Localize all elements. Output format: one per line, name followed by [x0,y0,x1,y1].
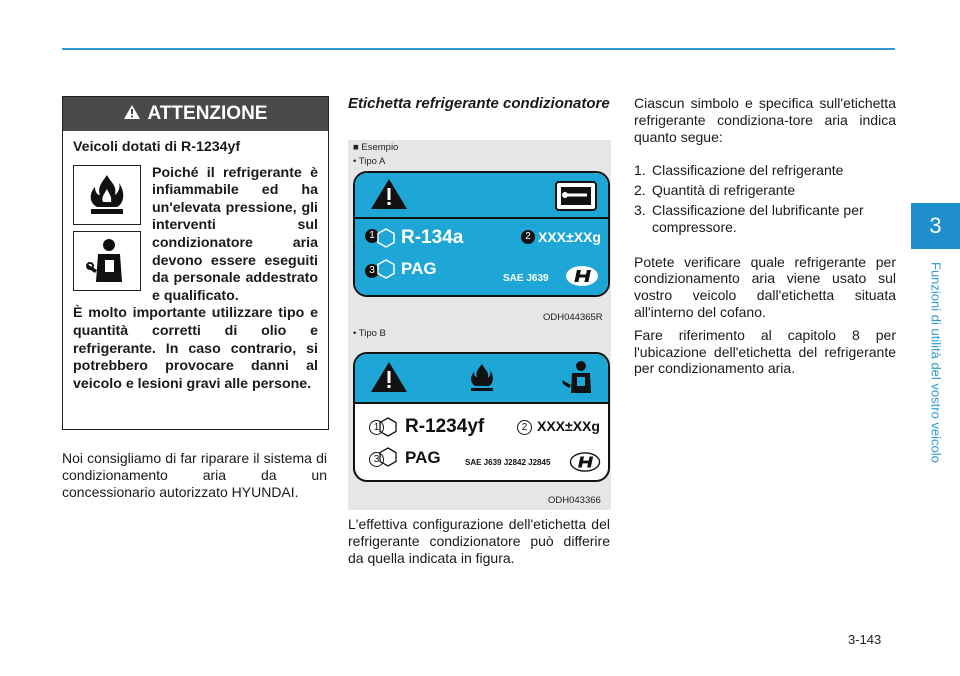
oil-type-b: PAG [405,448,441,467]
hyundai-logo-icon [569,452,601,472]
column-3 [634,95,896,377]
marker-1: 1 [369,420,384,435]
figure-code-b: ODH043366 [548,495,601,506]
oil-molecule-icon [375,445,401,471]
chapter-tab: 3 [911,203,960,249]
type-a-label: • Tipo A [353,156,386,167]
marker-1: 1 [365,229,379,243]
marker-3: 3 [365,264,379,278]
legend-list [634,162,896,235]
list-item: 1. Classificazione del refrigerante [634,162,844,179]
warning-title: ATTENZIONE [147,103,268,124]
marker-2: 2 [517,420,532,435]
label-type-a [353,171,610,297]
oil-molecule-icon [373,257,399,283]
warning-text-beside: Poiché il refrigerante è infiammabile ed ha un'elevata pressione, gli interventi sul condizionatore aria devono essere eseguiti da personale addestrato e qualificato. [152,164,318,304]
sae-standard-b: SAE J639 J2842 J2845 [465,458,551,467]
type-b-label: • Tipo B [353,328,386,339]
figure-code-a: ODH044365R [543,312,603,323]
legend-intro: Ciascun simbolo e specifica sull'etichetta refrigerante condiziona-tore aria indica quanto segue: [634,95,896,145]
warning-subtitle: Veicoli dotati di R-1234yf [73,139,241,155]
configuration-note: L'effettiva configurazione dell'etichetta del refrigerante condizionatore può differire da quella indicata in figura. [348,516,610,566]
oil-type-a: PAG [401,259,437,278]
refrigerant-molecule-icon [375,414,401,440]
chapter-side-title: Funzioni di utilità del vostro veicolo [928,262,944,463]
warning-triangle-icon [369,360,409,394]
header-rule [62,48,895,50]
marker-2: 2 [521,230,535,244]
label-type-b [353,352,610,482]
sae-standard-a: SAE J639 [503,273,549,284]
refrigerant-label-figure [348,140,611,510]
service-manual-icon [555,181,597,211]
service-technician-icon [73,231,141,291]
warning-header [63,97,328,131]
refrigerant-type-b: R-1234yf [405,416,485,437]
hyundai-logo-icon [565,265,599,287]
page-number: 3-143 [848,632,882,647]
list-item: 2. Quantità di refrigerante [634,182,796,199]
refrigerant-type-a: R-134a [401,227,464,248]
warning-text-below: È molto importante utilizzare tipo e quantità corretti di olio e refrigerante. In caso contrario, si potrebbero provocare danni al veicolo e lesioni gravi alle persone. [73,305,318,392]
warning-triangle-icon [124,103,140,125]
marker-3: 3 [369,452,384,467]
section-title: Etichetta refrigerante condizionatore [348,95,610,112]
example-label: ■ Esempio [353,142,399,153]
flammable-icon [469,362,495,392]
refrigerant-amount-b: XXX±XXg [537,418,600,434]
warning-box [62,96,329,430]
location-paragraph: Potete verificare quale refrigerante per condizionamento aria viene usato sul vostro veicolo dall'etichetta situata all'interno del cofano. [634,253,896,320]
refrigerant-amount-a: XXX±XXg [538,229,601,245]
flammable-icon [73,165,141,225]
recommendation-paragraph: Noi consigliamo di far riparare il sistema di condizionamento aria da un concessionario autorizzato HYUNDAI. [62,450,327,500]
refrigerant-molecule-icon [373,225,399,251]
service-technician-icon [561,360,595,394]
list-item: 3. Classificazione del lubrificante per compressore. [634,201,864,235]
reference-paragraph: Fare riferimento al capitolo 8 per l'ubicazione dell'etichetta del refrigerante per condizionamento aria. [634,326,896,377]
warning-triangle-icon [369,177,409,211]
